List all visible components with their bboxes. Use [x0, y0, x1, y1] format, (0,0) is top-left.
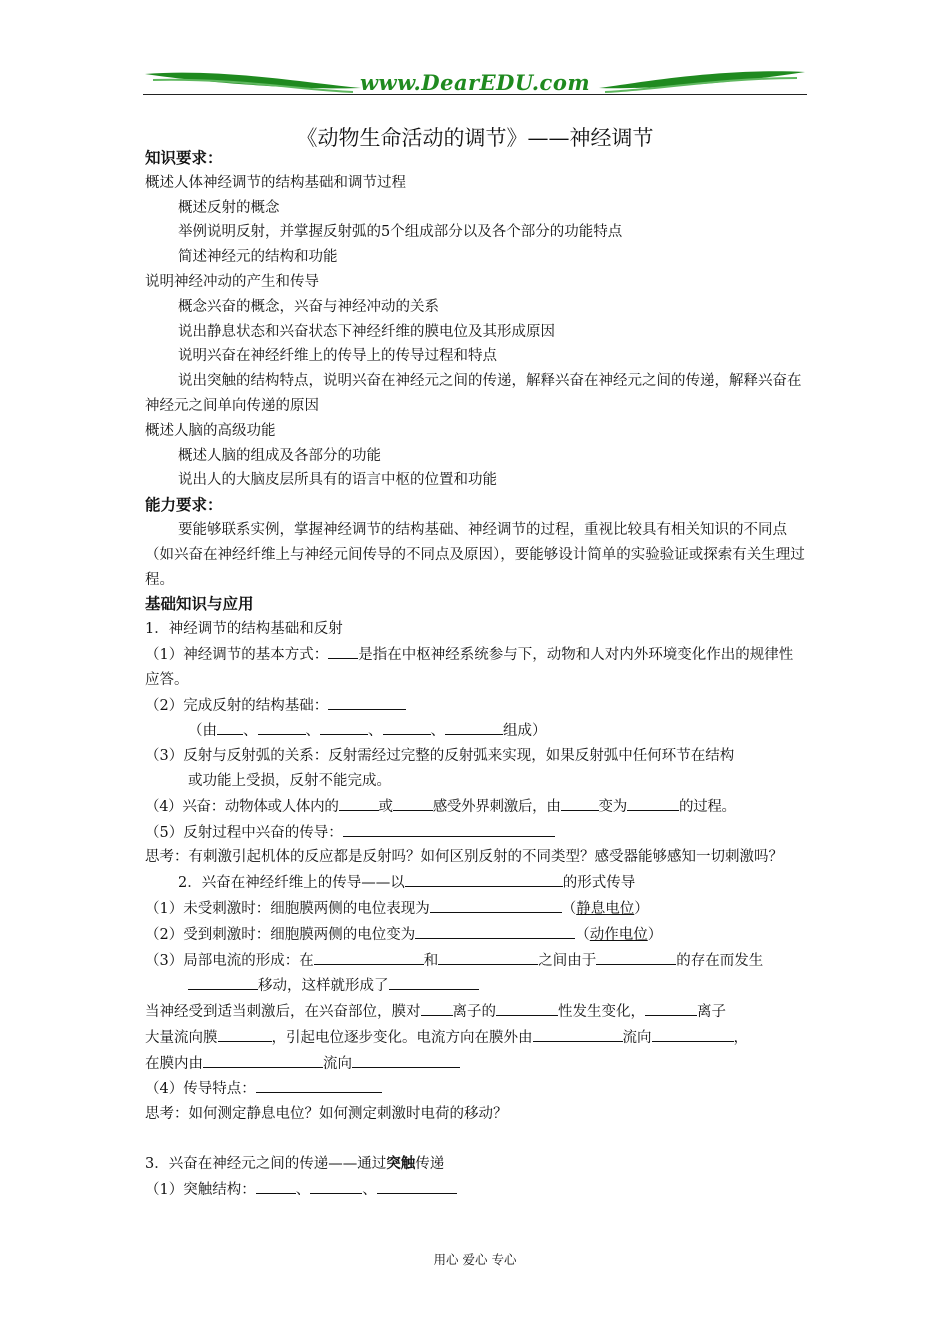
answer-blank[interactable]: [445, 718, 503, 735]
subsection-title: 3．兴奋在神经元之间的传递——通过突触传递: [145, 1154, 445, 1172]
answer-blank[interactable]: [314, 948, 424, 965]
answer-blank[interactable]: [256, 1177, 296, 1194]
answer-blank[interactable]: [496, 999, 558, 1016]
answer-blank[interactable]: [320, 718, 368, 735]
question-line: （2）受到刺激时：细胞膜两侧的电位变为 （动作电位）: [145, 922, 807, 948]
list-item: 简述神经元的结构和功能: [178, 249, 338, 266]
answer-blank[interactable]: [328, 642, 358, 659]
question-line: （2）完成反射的结构基础：: [145, 693, 807, 719]
list-item: 说明兴奋在神经纤维上的传导上的传导过程和特点: [178, 348, 497, 365]
answer-blank[interactable]: [217, 718, 243, 735]
list-item: 举例说明反射，并掌握反射弧的5个组成部分以及各个部分的功能特点: [178, 224, 623, 241]
subsection-title: 2．兴奋在神经纤维上的传导——以 的形式传导: [145, 870, 807, 896]
answer-blank[interactable]: [393, 794, 433, 811]
list-item: 说出突触的结构特点，说明兴奋在神经元之间的传递，解释兴奋在神经元之间的传递，解释兴奋在神经元之间单向传递的原因: [145, 373, 802, 414]
list-item: 说明神经冲动的产生和传导: [145, 273, 319, 290]
section-heading-ability: 能力要求：: [145, 496, 223, 515]
section-heading-basics: 基础知识与应用: [145, 595, 254, 614]
document-body: [145, 146, 807, 1202]
question-line: （4）兴奋：动物体或人体内的 或 感受外界刺激后，由 变为 的过程。: [145, 794, 807, 820]
list-item: 概述人脑的组成及各部分的功能: [178, 447, 381, 464]
question-line: 在膜内由 流向: [145, 1051, 807, 1077]
list-item: 概述反射的概念: [178, 199, 280, 216]
answer-blank[interactable]: [652, 1025, 734, 1042]
question-line: （1）突触结构： 、 、: [145, 1177, 807, 1203]
list-item: 说出静息状态和兴奋状态下神经纤维的膜电位及其形成原因: [178, 323, 555, 340]
question-line: （由 、 、 、 、 组成）: [145, 718, 807, 744]
answer-blank[interactable]: [389, 973, 479, 990]
section-heading-knowledge: 知识要求：: [145, 149, 223, 167]
question-line: （1）神经调节的基本方式： 是指在中枢神经系统参与下，动物和人对内外环境变化作出的规律性应答。: [145, 642, 807, 693]
answer-blank[interactable]: [405, 870, 563, 887]
answer-blank[interactable]: [561, 794, 599, 811]
answer-blank[interactable]: [328, 693, 406, 710]
answer-blank[interactable]: [339, 794, 379, 811]
answer-blank[interactable]: [415, 922, 575, 939]
list-item: 概述人体神经调节的结构基础和调节过程: [145, 174, 406, 191]
answer-blank[interactable]: [188, 973, 258, 990]
answer-blank[interactable]: [258, 718, 306, 735]
question-line: （5）反射过程中兴奋的传导：: [145, 820, 807, 846]
answer-blank[interactable]: [310, 1177, 362, 1194]
ability-paragraph: 要能够联系实例，掌握神经调节的结构基础、神经调节的过程，重视比较具有相关知识的不同点（如兴奋在神经纤维上与神经元间传导的不同点及原因），要能够设计简单的实验验证或探索有关生理过程。: [145, 521, 805, 588]
answer-blank[interactable]: [645, 999, 697, 1016]
question-line: （3）局部电流的形成：在 和 之间由于 的存在而发生: [145, 948, 807, 974]
answer-blank[interactable]: [377, 1177, 457, 1194]
page-footer: 用心 爱心 专心: [433, 1252, 517, 1267]
answer-blank[interactable]: [627, 794, 679, 811]
answer-blank[interactable]: [383, 718, 431, 735]
answer-blank[interactable]: [203, 1051, 323, 1068]
question-line: 移动，这样就形成了: [145, 973, 807, 999]
spacer: [145, 1127, 807, 1152]
answer-blank[interactable]: [352, 1051, 460, 1068]
answer-blank[interactable]: [533, 1025, 623, 1042]
subsection-title: 1．神经调节的结构基础和反射: [145, 621, 343, 638]
answer-blank[interactable]: [421, 999, 453, 1016]
answer-blank[interactable]: [218, 1025, 272, 1042]
think-question: 思考：如何测定静息电位？如何测定刺激时电荷的移动？: [145, 1106, 508, 1123]
list-item: 说出人的大脑皮层所具有的语言中枢的位置和功能: [178, 472, 497, 489]
answer-blank[interactable]: [430, 896, 562, 913]
question-line: （4）传导特点：: [145, 1076, 807, 1102]
question-line: 当神经受到适当刺激后，在兴奋部位，膜对 离子的 性发生变化， 离子: [145, 999, 807, 1025]
list-item: 概述人脑的高级功能: [145, 422, 276, 439]
question-line: 或功能上受损，反射不能完成。: [188, 772, 391, 789]
answer-blank[interactable]: [256, 1076, 382, 1093]
think-question: 思考：有刺激引起机体的反应都是反射吗？如何区别反射的不同类型？感受器能够感知一切刺激吗？: [145, 849, 783, 866]
answer-blank[interactable]: [343, 820, 555, 837]
answer-blank[interactable]: [596, 948, 676, 965]
question-line: （3）反射与反射弧的关系：反射需经过完整的反射弧来实现，如果反射弧中任何环节在结构: [145, 748, 735, 765]
list-item: 概念兴奋的概念，兴奋与神经冲动的关系: [178, 298, 439, 315]
answer-blank[interactable]: [438, 948, 538, 965]
site-logo-text[interactable]: www.DearEDU.com: [359, 70, 591, 95]
question-line: （1）未受刺激时：细胞膜两侧的电位表现为 （静息电位）: [145, 896, 807, 922]
header-rule: [143, 94, 807, 95]
document-title: 《动物生命活动的调节》——神经调节: [296, 126, 654, 150]
question-line: 大量流向膜 ，引起电位逐步变化。电流方向在膜外由 流向 ，: [145, 1025, 807, 1051]
